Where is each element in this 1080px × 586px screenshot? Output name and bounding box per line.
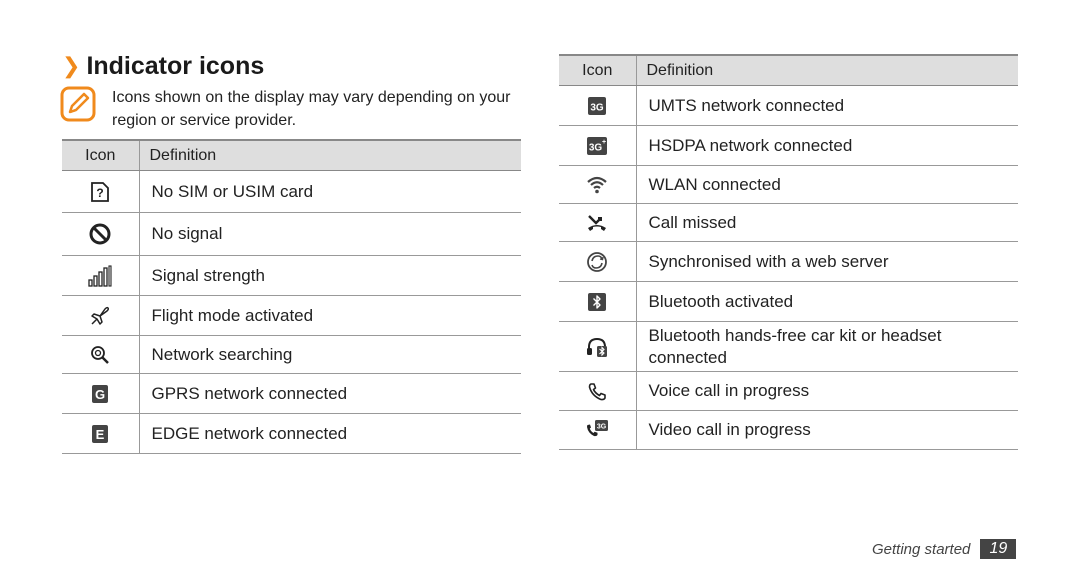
wlan-icon — [586, 175, 608, 195]
row-definition: Flight mode activated — [139, 296, 521, 336]
gprs-icon — [91, 384, 109, 404]
table-row — [559, 372, 1018, 411]
sync-web-icon — [586, 251, 608, 273]
table-row — [62, 171, 521, 213]
svg-text:3G: 3G — [590, 102, 604, 114]
table-row — [559, 322, 1018, 372]
table-row — [559, 204, 1018, 242]
hsdpa-3g-plus-icon — [586, 136, 608, 156]
indicator-table-left — [62, 139, 521, 454]
table-row — [559, 166, 1018, 204]
row-definition: Synchronised with a web server — [636, 242, 1018, 282]
page-footer — [872, 539, 1016, 559]
section-title: Indicator icons — [86, 51, 265, 80]
svg-text:?: ? — [96, 185, 104, 200]
row-definition: No SIM or USIM card — [139, 171, 521, 213]
note-pencil-icon — [60, 86, 96, 122]
call-missed-icon — [586, 213, 608, 233]
table-row — [559, 411, 1018, 450]
indicator-table-right — [559, 54, 1018, 450]
table-row — [62, 296, 521, 336]
row-definition: GPRS network connected — [139, 374, 521, 414]
row-definition: Network searching — [139, 336, 521, 374]
row-definition: Signal strength — [139, 256, 521, 296]
table-row — [559, 242, 1018, 282]
table-row — [62, 213, 521, 256]
row-definition: Call missed — [636, 204, 1018, 242]
header-icon: Icon — [559, 55, 636, 86]
table-row — [62, 336, 521, 374]
note-text: Icons shown on the display may vary depending on your region or service provider. — [112, 89, 511, 129]
row-definition: Bluetooth activated — [636, 282, 1018, 322]
note-box — [60, 86, 530, 132]
table-row — [62, 374, 521, 414]
page-number: 19 — [980, 539, 1016, 559]
footer-section-label: Getting started — [872, 540, 971, 558]
edge-icon — [91, 424, 109, 444]
network-searching-icon — [89, 344, 111, 366]
no-signal-icon — [89, 223, 111, 245]
row-definition: Voice call in progress — [636, 372, 1018, 411]
row-definition: HSDPA network connected — [636, 126, 1018, 166]
table-header-row — [559, 55, 1018, 86]
row-definition: No signal — [139, 213, 521, 256]
table-row — [62, 414, 521, 454]
header-definition: Definition — [636, 55, 1018, 86]
table-row — [559, 126, 1018, 166]
svg-text:E: E — [95, 427, 105, 443]
row-definition: Bluetooth hands-free car kit or headset connected — [636, 322, 1018, 372]
umts-3g-icon — [587, 96, 607, 116]
bluetooth-headset-icon — [585, 336, 609, 358]
svg-text:G: G — [95, 387, 106, 403]
video-call-icon — [585, 419, 609, 441]
row-definition: WLAN connected — [636, 166, 1018, 204]
svg-text:3G: 3G — [589, 142, 603, 154]
svg-text:3G: 3G — [597, 423, 607, 431]
chevron-right-icon: ❯ — [62, 53, 77, 78]
svg-text:+: + — [602, 139, 607, 147]
row-definition: UMTS network connected — [636, 86, 1018, 126]
table-row — [559, 282, 1018, 322]
header-icon: Icon — [62, 140, 139, 171]
table-header-row — [62, 140, 521, 171]
row-definition: Video call in progress — [636, 411, 1018, 450]
flight-mode-icon — [89, 305, 111, 327]
header-definition: Definition — [139, 140, 521, 171]
bluetooth-icon — [587, 292, 607, 312]
no-sim-icon — [90, 181, 110, 203]
section-heading — [62, 50, 264, 82]
table-row — [559, 86, 1018, 126]
signal-strength-icon — [88, 265, 112, 287]
row-definition: EDGE network connected — [139, 414, 521, 454]
table-row — [62, 256, 521, 296]
voice-call-icon — [587, 382, 607, 402]
